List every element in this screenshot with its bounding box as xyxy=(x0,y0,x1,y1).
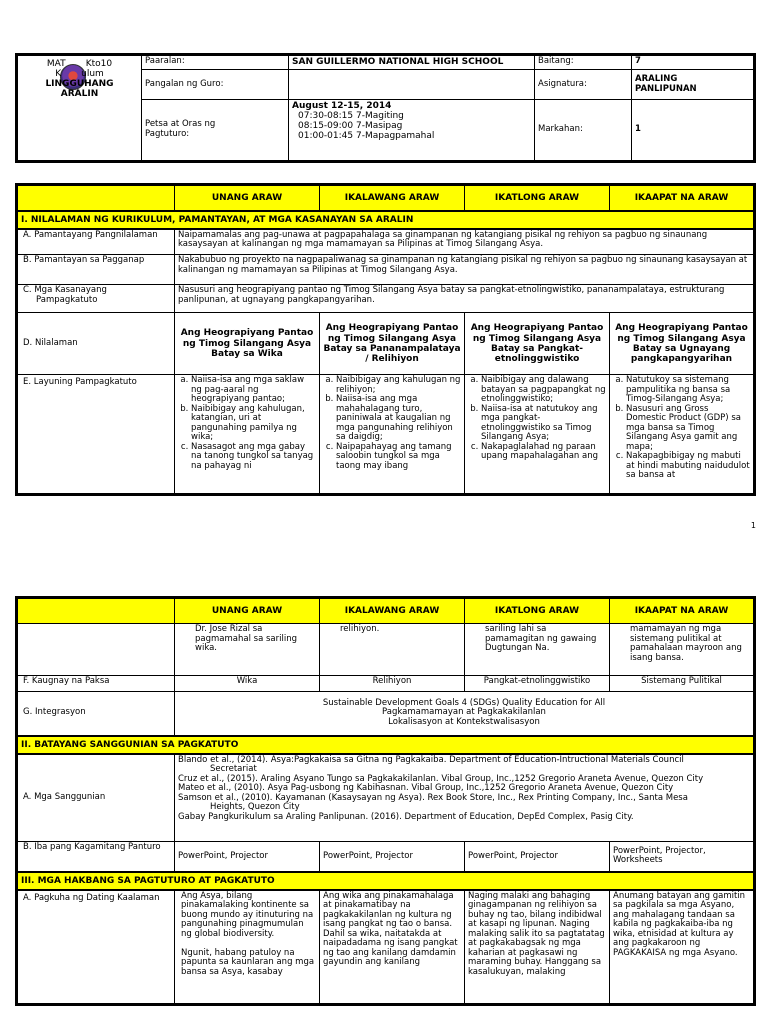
day-header-2: IKALAWANG ARAW xyxy=(320,185,465,211)
objective-item: c. Nakapaglalahad ng paraan upang mapahalagahan ang xyxy=(481,443,606,462)
day-header-3: IKATLONG ARAW xyxy=(465,185,610,211)
doc-title: LINGGUHANG ARALIN xyxy=(45,79,114,100)
reference-item: Mateo et al., (2010). Asya Pag-usbong ng Kabihasnan. Vibal Group, Inc.,1252 Gregorio Araneta Avenue, Quezon City xyxy=(178,783,674,794)
day-header-1: UNANG ARAW xyxy=(175,598,320,624)
prior-knowledge-day-3: Naging malaki ang bahaging ginagampanan ng relihiyon sa buhay ng tao, bilang indibidwal at kasapi ng lipunan. Naging malaking salik ito sa pagtatatag at pagkakabagsak ng mga kaharian at pagkasawi ng maraming buhay. Hanggang sa kasalukuyan, malaking xyxy=(465,890,610,1005)
objectives-day-1 xyxy=(175,375,320,495)
objective-item: c. Naipapahayag ang tamang saloobin tungkol sa mga taong may ibang xyxy=(336,443,461,472)
related-topic-day-3: Pangkat-etnolinggwistiko xyxy=(465,676,610,692)
reference-item: Gabay Pangkurikulum sa Araling Panlipunan. (2016). Department of Education, DepEd Complex, Pasig City. xyxy=(178,811,634,822)
markahan-label: Markahan: xyxy=(535,100,632,162)
integration: Sustainable Development Goals 4 (SDGs) Quality Education for All Pagkamamamayan at Pagkakakilanlan Lokalisasyon at Kontekstwalisasyon xyxy=(175,692,755,736)
row-label-nilalaman: D. Nilalaman xyxy=(17,313,175,375)
lesson-table-page-2 xyxy=(15,596,756,1006)
lesson-table-page-1 xyxy=(15,183,756,496)
continued-day-3: sariling lahi sa pamamagitan ng gawaing Dugtungan Na. xyxy=(465,624,610,676)
reference-item: Samson et al., (2010). Kayamanan (Kasaysayan ng Asya). Rex Book Store, Inc., Rex Printing Company, Inc., Santa Mesa xyxy=(178,792,688,803)
prior-knowledge-day-1: Ang Asya, bilang pinakamalaking kontinente sa buong mundo ay itinuturing na pangunahing pinagmumulan ng global biodiversity. Ngunit, habang patuloy na papunta sa kaunlaran ang mga bansa sa Asya, kasabay xyxy=(175,890,320,1005)
day-header-2: IKALAWANG ARAW xyxy=(320,598,465,624)
content-day-4: Ang Heograpiyang Pantao ng Timog Silangang Asya Batay sa Ugnayang pangkapangyarihan xyxy=(610,313,755,375)
related-topic-day-2: Relihiyon xyxy=(320,676,465,692)
continued-day-1: Dr. Jose Rizal sa pagmamahal sa sariling wika. xyxy=(175,624,320,676)
objectives-day-3 xyxy=(465,375,610,495)
petsa-label: Petsa at Oras ng Pagtuturo: xyxy=(142,100,289,162)
curriculum-code: MAT Kto10 xyxy=(46,59,113,69)
header-table xyxy=(15,53,756,163)
learning-competencies: Nasusuri ang heograpiyang pantao ng Timog Silangang Asya batay sa pangkat-etnolingwistiko, pananampalataya, estrukturang panlipunan, at ugnayang pangkapangyarihan. xyxy=(175,285,755,313)
materials-day-4: PowerPoint, Projector, Worksheets xyxy=(610,842,755,872)
petsa-value: August 12-15, 2014 07:30-08:15 7-Magiting 08:15-09:00 7-Masipag 01:00-01:45 7-Mapagpamahal xyxy=(289,100,535,162)
guro-value xyxy=(289,70,535,100)
continued-day-4: mamamayan ng mga sistemang pulitikal at pamahalaan mayroon ang isang bansa. xyxy=(610,624,755,676)
materials-day-2: PowerPoint, Projector xyxy=(320,842,465,872)
row-label-dating-kaalaman: A. Pagkuha ng Dating Kaalaman xyxy=(17,890,175,1005)
objective-item: a. Natutukoy sa sistemang pampulitika ng bansa sa Timog-Silangang Asya; xyxy=(626,376,750,405)
objective-item: a. Naibibigay ang dalawang batayan sa pagpapangkat ng etnolinggwistiko; xyxy=(481,376,606,405)
materials-day-1: PowerPoint, Projector xyxy=(175,842,320,872)
corner-cell xyxy=(17,598,175,624)
objective-item: a. Naiisa-isa ang mga saklaw ng pag-aaral ng heograpiyang pantao; xyxy=(191,376,316,405)
asignatura-value: ARALING PANLIPUNAN xyxy=(632,70,755,100)
performance-standard: Nakabubuo ng proyekto na nagpapaliwanag sa ginampanan ng katangiang pisikal ng rehiyon sa pagbuo ng sinaunang kasaysayan at kalinangan ng mamamayan sa Pilipinas at Timog Silangang Asya. xyxy=(175,255,755,285)
objective-item: b. Naiisa-isa ang mga mahahalagang turo, paniniwala at kaugalian ng mga pangunahing relihiyon sa daigdig; xyxy=(336,395,461,443)
content-day-1: Ang Heograpiyang Pantao ng Timog Silangang Asya Batay sa Wika xyxy=(175,313,320,375)
reference-item: Heights, Quezon City xyxy=(210,802,300,813)
content-day-2: Ang Heograpiyang Pantao ng Timog Silangang Asya Batay sa Pananampalataya / Relihiyon xyxy=(320,313,465,375)
paaralan-value: SAN GUILLERMO NATIONAL HIGH SCHOOL xyxy=(289,55,535,70)
row-label-pamantayang-pangnilalaman: A. Pamantayang Pangnilalaman xyxy=(17,229,175,255)
row-label-pamantayan-sa-pagganap: B. Pamantayan sa Pagganap xyxy=(17,255,175,285)
objective-item: b. Nasusuri ang Gross Domestic Product (GDP) sa mga bansa sa Timog Silangang Asya gamit ang mapa; xyxy=(626,405,750,453)
reference-item: Blando et al., (2014). Asya:Pagkakaisa sa Gitna ng Pagkakaiba. Department of Education-Intructional Materials Council xyxy=(178,754,684,765)
objective-item: a. Naibibigay ang kahulugan ng relihiyon; xyxy=(336,376,461,395)
guro-label: Pangalan ng Guro: xyxy=(142,70,289,100)
content-standard: Naipamamalas ang pag-unawa at pagpapahalaga sa ginampanan ng katangiang pisikal ng rehiyon sa pagbuo ng sinaunang kasaysayan at kalinangan ng mga mamamayan sa Pilipinas at Timog Silangang Asya. xyxy=(175,229,755,255)
prior-knowledge-day-4: Anumang batayan ang gamitin sa pagkilala sa mga Asyano, ang mahalagang tandaan sa kabila ng pagkakaiba-iba ng wika, etnisidad at kultura ay ang pagkakaroon ng PAGKAKAISA ng mga Asyano. xyxy=(610,890,755,1005)
section-heading-3: III. MGA HAKBANG SA PAGTUTURO AT PAGKATUTO xyxy=(17,872,755,890)
corner-cell xyxy=(17,185,175,211)
day-header-4: IKAAPAT NA ARAW xyxy=(610,598,755,624)
objective-item: b. Naibibigay ang kahulugan, katangian, uri at pangunahing pamilya ng wika; xyxy=(191,405,316,443)
related-topic-day-4: Sistemang Pulitikal xyxy=(610,676,755,692)
day-header-1: UNANG ARAW xyxy=(175,185,320,211)
references xyxy=(175,754,755,842)
day-header-4: IKAAPAT NA ARAW xyxy=(610,185,755,211)
continued-label xyxy=(17,624,175,676)
doc-title-cell xyxy=(17,55,142,162)
objective-item: b. Naiisa-isa at natutukoy ang mga pangkat-etnolinggwistiko sa Timog Silangang Asya; xyxy=(481,405,606,443)
row-label-sanggunian: A. Mga Sanggunian xyxy=(17,754,175,842)
content-day-3: Ang Heograpiyang Pantao ng Timog Silangang Asya Batay sa Pangkat-etnolinggwistiko xyxy=(465,313,610,375)
section-heading-2: II. BATAYANG SANGGUNIAN SA PAGKATUTO xyxy=(17,736,755,754)
reference-item: Cruz et al., (2015). Araling Asyano Tungo sa Pagkakakilanlan. Vibal Group, Inc.,1252 Gregorio Araneta Avenue, Quezon City xyxy=(178,773,704,784)
materials-day-3: PowerPoint, Projector xyxy=(465,842,610,872)
asignatura-label: Asignatura: xyxy=(535,70,632,100)
objective-item: c. Nakapagbibigay ng mabuti at hindi mabuting naidudulot sa bansa at xyxy=(626,452,750,481)
prior-knowledge-day-2: Ang wika ang pinakamahalaga at pinakamatibay na pagkakakilanlan ng kultura ng isang pangkat ng tao o bansa. Dahil sa wika, naitatakda at naipadadama ng isang pangkat ng tao ang kanilang damdamin gayundin ang kanilang xyxy=(320,890,465,1005)
objectives-day-2 xyxy=(320,375,465,495)
reference-item: Secretariat xyxy=(210,764,257,775)
objective-item: c. Nasasagot ang mga gabay na tanong tungkol sa tanyag na pahayag ni xyxy=(191,443,316,472)
baitang-label: Baitang: xyxy=(535,55,632,70)
markahan-value: 1 xyxy=(632,100,755,162)
page-number: 1 xyxy=(750,521,756,530)
section-heading-1: I. NILALAMAN NG KURIKULUM, PAMANTAYAN, AT MGA KASANAYAN SA ARALIN xyxy=(17,211,755,229)
objectives-day-4 xyxy=(610,375,755,495)
row-label-kasanayang-pampagkatuto: C. Mga Kasanayang Pampagkatuto xyxy=(17,285,175,313)
day-header-3: IKATLONG ARAW xyxy=(465,598,610,624)
related-topic-day-1: Wika xyxy=(175,676,320,692)
row-label-iba-pang-kagamitan: B. Iba pang Kagamitang Panturo xyxy=(17,842,175,872)
row-label-integrasyon: G. Integrasyon xyxy=(17,692,175,736)
baitang-value: 7 xyxy=(632,55,755,70)
paaralan-label: Paaralan: xyxy=(142,55,289,70)
row-label-kaugnay-na-paksa: F. Kaugnay na Paksa xyxy=(17,676,175,692)
continued-day-2: relihiyon. xyxy=(320,624,465,676)
curriculum-code-2: K ulum xyxy=(55,69,104,80)
row-label-layuning-pampagkatuto: E. Layuning Pampagkatuto xyxy=(17,375,175,495)
